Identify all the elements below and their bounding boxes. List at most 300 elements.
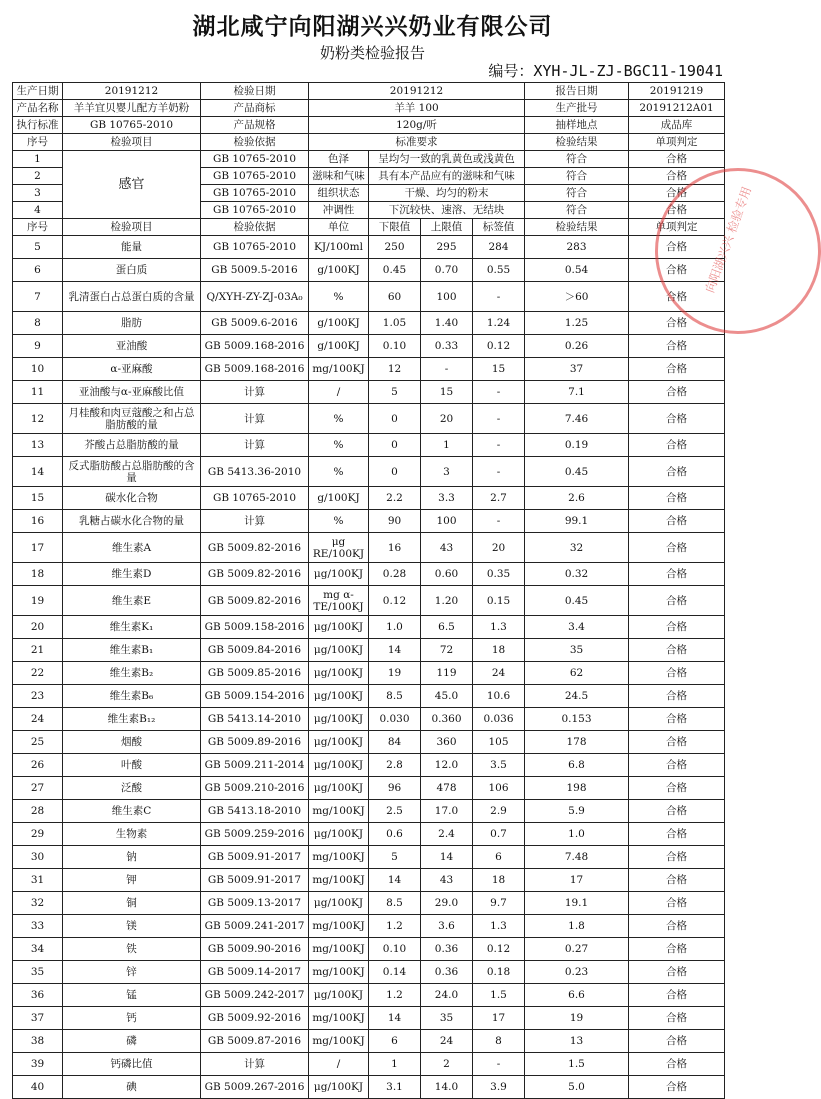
row-number: 38 xyxy=(13,1030,63,1053)
unit-cell: mg/100KJ xyxy=(309,1030,369,1053)
info-label: 报告日期 xyxy=(525,83,629,100)
lower-limit: 16 xyxy=(369,533,421,563)
lower-limit: 0 xyxy=(369,434,421,457)
lower-limit: 8.5 xyxy=(369,685,421,708)
label-value: 9.7 xyxy=(473,892,525,915)
table-row xyxy=(13,335,725,358)
upper-limit: 72 xyxy=(421,639,473,662)
unit-cell: % xyxy=(309,282,369,312)
item-name: 维生素C xyxy=(63,800,201,823)
row-number: 28 xyxy=(13,800,63,823)
method-cell: GB 5009.211-2014 xyxy=(201,754,309,777)
upper-limit: 0.36 xyxy=(421,961,473,984)
lower-limit: 3.1 xyxy=(369,1076,421,1099)
upper-limit: 0.70 xyxy=(421,259,473,282)
item-name: 钠 xyxy=(63,846,201,869)
requirement-cell: 呈均匀一致的乳黄色或浅黄色 xyxy=(369,151,525,168)
column-header: 检验项目 xyxy=(63,219,201,236)
method-cell: GB 5009.259-2016 xyxy=(201,823,309,846)
upper-limit: 0.360 xyxy=(421,708,473,731)
column-header: 标签值 xyxy=(473,219,525,236)
verdict-cell: 合格 xyxy=(629,151,725,168)
method-cell: GB 5009.84-2016 xyxy=(201,639,309,662)
sensory-item: 滋味和气味 xyxy=(309,168,369,185)
unit-cell: μg/100KJ xyxy=(309,685,369,708)
verdict-cell: 合格 xyxy=(629,984,725,1007)
lower-limit: 90 xyxy=(369,510,421,533)
item-name: 泛酸 xyxy=(63,777,201,800)
info-value: GB 10765-2010 xyxy=(63,117,201,134)
result-cell: 0.32 xyxy=(525,563,629,586)
row-number: 9 xyxy=(13,335,63,358)
row-number: 29 xyxy=(13,823,63,846)
unit-cell: mg/100KJ xyxy=(309,800,369,823)
lower-limit: 1.2 xyxy=(369,915,421,938)
verdict-cell: 合格 xyxy=(629,510,725,533)
row-number: 6 xyxy=(13,259,63,282)
label-value: - xyxy=(473,381,525,404)
method-cell: GB 5009.154-2016 xyxy=(201,685,309,708)
row-number: 13 xyxy=(13,434,63,457)
table-row xyxy=(13,961,725,984)
item-name: 铜 xyxy=(63,892,201,915)
upper-limit: 3.6 xyxy=(421,915,473,938)
item-name: 乳清蛋白占总蛋白质的含量 xyxy=(63,282,201,312)
table-row xyxy=(13,259,725,282)
result-cell: 19.1 xyxy=(525,892,629,915)
requirement-cell: 具有本产品应有的滋味和气味 xyxy=(369,168,525,185)
verdict-cell: 合格 xyxy=(629,358,725,381)
row-number: 21 xyxy=(13,639,63,662)
upper-limit: 15 xyxy=(421,381,473,404)
item-name: 钙 xyxy=(63,1007,201,1030)
label-value: 0.036 xyxy=(473,708,525,731)
row-number: 37 xyxy=(13,1007,63,1030)
item-name: 锰 xyxy=(63,984,201,1007)
unit-cell: μg/100KJ xyxy=(309,616,369,639)
table-row xyxy=(13,487,725,510)
item-name: 烟酸 xyxy=(63,731,201,754)
label-value: - xyxy=(473,404,525,434)
row-number: 8 xyxy=(13,312,63,335)
method-cell: GB 5009.85-2016 xyxy=(201,662,309,685)
unit-cell: μg/100KJ xyxy=(309,984,369,1007)
result-cell: 7.48 xyxy=(525,846,629,869)
item-name: 芥酸占总脂肪酸的量 xyxy=(63,434,201,457)
row-number: 19 xyxy=(13,586,63,616)
unit-cell: / xyxy=(309,1053,369,1076)
lower-limit: 1.2 xyxy=(369,984,421,1007)
row-number: 22 xyxy=(13,662,63,685)
item-name: 镁 xyxy=(63,915,201,938)
info-value: 120g/听 xyxy=(309,117,525,134)
sensory-group-label: 感官 xyxy=(63,151,201,219)
method-cell: GB 5009.90-2016 xyxy=(201,938,309,961)
item-name: 生物素 xyxy=(63,823,201,846)
verdict-cell: 合格 xyxy=(629,434,725,457)
lower-limit: 96 xyxy=(369,777,421,800)
item-name: 维生素B₂ xyxy=(63,662,201,685)
verdict-cell: 合格 xyxy=(629,457,725,487)
result-cell: 0.45 xyxy=(525,457,629,487)
item-name: 叶酸 xyxy=(63,754,201,777)
upper-limit: 35 xyxy=(421,1007,473,1030)
upper-limit: 100 xyxy=(421,282,473,312)
table-row xyxy=(13,404,725,434)
table-row xyxy=(13,662,725,685)
unit-cell: / xyxy=(309,381,369,404)
lower-limit: 0 xyxy=(369,457,421,487)
lower-limit: 5 xyxy=(369,846,421,869)
method-cell: GB 5413.36-2010 xyxy=(201,457,309,487)
method-cell: GB 10765-2010 xyxy=(201,487,309,510)
upper-limit: 6.5 xyxy=(421,616,473,639)
result-cell: 3.4 xyxy=(525,616,629,639)
row-number: 24 xyxy=(13,708,63,731)
table-row xyxy=(13,800,725,823)
info-label: 产品名称 xyxy=(13,100,63,117)
method-cell: GB 10765-2010 xyxy=(201,168,309,185)
label-value: 20 xyxy=(473,533,525,563)
info-value: 20191212A01 xyxy=(629,100,725,117)
method-cell: GB 5009.82-2016 xyxy=(201,586,309,616)
unit-cell: mg/100KJ xyxy=(309,915,369,938)
unit-cell: g/100KJ xyxy=(309,487,369,510)
method-cell: GB 10765-2010 xyxy=(201,151,309,168)
result-cell: 0.26 xyxy=(525,335,629,358)
unit-cell: mg/100KJ xyxy=(309,938,369,961)
row-number: 27 xyxy=(13,777,63,800)
column-header: 单项判定 xyxy=(629,134,725,151)
verdict-cell: 合格 xyxy=(629,404,725,434)
row-number: 11 xyxy=(13,381,63,404)
result-cell: 符合 xyxy=(525,168,629,185)
method-cell: GB 5009.82-2016 xyxy=(201,563,309,586)
result-cell: 37 xyxy=(525,358,629,381)
table-row xyxy=(13,892,725,915)
row-number: 7 xyxy=(13,282,63,312)
result-cell: 198 xyxy=(525,777,629,800)
lower-limit: 1.0 xyxy=(369,616,421,639)
sensory-item: 色泽 xyxy=(309,151,369,168)
upper-limit: 295 xyxy=(421,236,473,259)
table-row xyxy=(13,83,725,100)
lower-limit: 0.12 xyxy=(369,586,421,616)
item-name: 月桂酸和肉豆蔻酸之和占总脂肪酸的量 xyxy=(63,404,201,434)
item-name: 蛋白质 xyxy=(63,259,201,282)
table-row xyxy=(13,869,725,892)
label-value: - xyxy=(473,457,525,487)
upper-limit: 2.4 xyxy=(421,823,473,846)
label-value: 2.9 xyxy=(473,800,525,823)
result-cell: 7.1 xyxy=(525,381,629,404)
lower-limit: 0 xyxy=(369,404,421,434)
verdict-cell: 合格 xyxy=(629,259,725,282)
lower-limit: 19 xyxy=(369,662,421,685)
unit-cell: μg/100KJ xyxy=(309,639,369,662)
unit-cell: g/100KJ xyxy=(309,312,369,335)
info-value: 成品库 xyxy=(629,117,725,134)
row-number: 36 xyxy=(13,984,63,1007)
row-number: 26 xyxy=(13,754,63,777)
method-cell: GB 5009.242-2017 xyxy=(201,984,309,1007)
table-row xyxy=(13,1007,725,1030)
upper-limit: - xyxy=(421,358,473,381)
method-cell: GB 5009.6-2016 xyxy=(201,312,309,335)
label-value: 1.3 xyxy=(473,915,525,938)
table-row xyxy=(13,434,725,457)
row-number: 40 xyxy=(13,1076,63,1099)
label-value: 105 xyxy=(473,731,525,754)
result-cell: 283 xyxy=(525,236,629,259)
item-name: 维生素D xyxy=(63,563,201,586)
upper-limit: 1.20 xyxy=(421,586,473,616)
verdict-cell: 合格 xyxy=(629,487,725,510)
verdict-cell: 合格 xyxy=(629,777,725,800)
result-cell: 1.8 xyxy=(525,915,629,938)
verdict-cell: 合格 xyxy=(629,335,725,358)
label-value: 18 xyxy=(473,869,525,892)
table-row xyxy=(13,1030,725,1053)
row-number: 30 xyxy=(13,846,63,869)
item-name: 锌 xyxy=(63,961,201,984)
table-row xyxy=(13,282,725,312)
lower-limit: 0.10 xyxy=(369,938,421,961)
label-value: 3.5 xyxy=(473,754,525,777)
verdict-cell: 合格 xyxy=(629,185,725,202)
table-row xyxy=(13,846,725,869)
method-cell: GB 5009.241-2017 xyxy=(201,915,309,938)
lower-limit: 14 xyxy=(369,1007,421,1030)
column-header: 下限值 xyxy=(369,219,421,236)
result-cell: 0.153 xyxy=(525,708,629,731)
upper-limit: 1.40 xyxy=(421,312,473,335)
upper-limit: 119 xyxy=(421,662,473,685)
column-header: 序号 xyxy=(13,219,63,236)
result-cell: 符合 xyxy=(525,202,629,219)
table-row xyxy=(13,938,725,961)
unit-cell: % xyxy=(309,510,369,533)
method-cell: GB 5413.14-2010 xyxy=(201,708,309,731)
method-cell: GB 5009.91-2017 xyxy=(201,846,309,869)
upper-limit: 24 xyxy=(421,1030,473,1053)
seal-text: 向阳湖兴兴 检验专用 xyxy=(702,184,755,295)
table-row xyxy=(13,685,725,708)
verdict-cell: 合格 xyxy=(629,1007,725,1030)
upper-limit: 0.33 xyxy=(421,335,473,358)
upper-limit: 0.36 xyxy=(421,938,473,961)
table-row xyxy=(13,510,725,533)
row-number: 16 xyxy=(13,510,63,533)
item-name: 维生素B₁₂ xyxy=(63,708,201,731)
label-value: 0.35 xyxy=(473,563,525,586)
unit-cell: mg/100KJ xyxy=(309,358,369,381)
method-cell: GB 5009.87-2016 xyxy=(201,1030,309,1053)
label-value: 0.15 xyxy=(473,586,525,616)
table-row xyxy=(13,134,725,151)
report-title: 湖北咸宁向阳湖兴兴奶业有限公司 xyxy=(192,14,553,40)
verdict-cell: 合格 xyxy=(629,168,725,185)
unit-cell: mg/100KJ xyxy=(309,1007,369,1030)
item-name: 维生素K₁ xyxy=(63,616,201,639)
row-number: 4 xyxy=(13,202,63,219)
table-row xyxy=(13,219,725,236)
row-number: 33 xyxy=(13,915,63,938)
info-value: 20191212 xyxy=(309,83,525,100)
table-row xyxy=(13,312,725,335)
upper-limit: 12.0 xyxy=(421,754,473,777)
result-cell: 1.0 xyxy=(525,823,629,846)
unit-cell: μg/100KJ xyxy=(309,754,369,777)
label-value: 0.55 xyxy=(473,259,525,282)
result-cell: 0.54 xyxy=(525,259,629,282)
sensory-item: 冲调性 xyxy=(309,202,369,219)
label-value: 24 xyxy=(473,662,525,685)
row-number: 1 xyxy=(13,151,63,168)
row-number: 18 xyxy=(13,563,63,586)
result-cell: 99.1 xyxy=(525,510,629,533)
column-header: 检验结果 xyxy=(525,219,629,236)
requirement-cell: 下沉较快、速溶、无结块 xyxy=(369,202,525,219)
verdict-cell: 合格 xyxy=(629,533,725,563)
table-row xyxy=(13,708,725,731)
label-value: 106 xyxy=(473,777,525,800)
unit-cell: mg/100KJ xyxy=(309,846,369,869)
method-cell: GB 5009.92-2016 xyxy=(201,1007,309,1030)
label-value: 2.7 xyxy=(473,487,525,510)
column-header: 单项判定 xyxy=(629,219,725,236)
label-value: 0.7 xyxy=(473,823,525,846)
result-cell: 62 xyxy=(525,662,629,685)
unit-cell: μg RE/100KJ xyxy=(309,533,369,563)
result-cell: 19 xyxy=(525,1007,629,1030)
verdict-cell: 合格 xyxy=(629,236,725,259)
lower-limit: 250 xyxy=(369,236,421,259)
label-value: - xyxy=(473,510,525,533)
row-number: 23 xyxy=(13,685,63,708)
method-cell: GB 5009.82-2016 xyxy=(201,533,309,563)
row-number: 14 xyxy=(13,457,63,487)
lower-limit: 0.28 xyxy=(369,563,421,586)
verdict-cell: 合格 xyxy=(629,202,725,219)
result-cell: 24.5 xyxy=(525,685,629,708)
result-cell: 1.5 xyxy=(525,1053,629,1076)
lower-limit: 8.5 xyxy=(369,892,421,915)
column-header: 序号 xyxy=(13,134,63,151)
label-value: 1.5 xyxy=(473,984,525,1007)
result-cell: 13 xyxy=(525,1030,629,1053)
info-label: 产品规格 xyxy=(201,117,309,134)
verdict-cell: 合格 xyxy=(629,1076,725,1099)
result-cell: 17 xyxy=(525,869,629,892)
column-header: 检验项目 xyxy=(63,134,201,151)
verdict-cell: 合格 xyxy=(629,586,725,616)
unit-cell: % xyxy=(309,434,369,457)
item-name: 维生素E xyxy=(63,586,201,616)
requirement-cell: 干燥、均匀的粉末 xyxy=(369,185,525,202)
unit-cell: μg/100KJ xyxy=(309,563,369,586)
lower-limit: 14 xyxy=(369,639,421,662)
row-number: 20 xyxy=(13,616,63,639)
verdict-cell: 合格 xyxy=(629,312,725,335)
info-label: 检验日期 xyxy=(201,83,309,100)
verdict-cell: 合格 xyxy=(629,639,725,662)
label-value: 8 xyxy=(473,1030,525,1053)
label-value: 1.3 xyxy=(473,616,525,639)
label-value: 10.6 xyxy=(473,685,525,708)
table-row xyxy=(13,100,725,117)
method-cell: 计算 xyxy=(201,404,309,434)
verdict-cell: 合格 xyxy=(629,800,725,823)
item-name: 钙磷比值 xyxy=(63,1053,201,1076)
method-cell: 计算 xyxy=(201,381,309,404)
lower-limit: 84 xyxy=(369,731,421,754)
info-value: 20191212 xyxy=(63,83,201,100)
verdict-cell: 合格 xyxy=(629,381,725,404)
table-row xyxy=(13,563,725,586)
verdict-cell: 合格 xyxy=(629,938,725,961)
item-name: 铁 xyxy=(63,938,201,961)
label-value: 6 xyxy=(473,846,525,869)
verdict-cell: 合格 xyxy=(629,823,725,846)
method-cell: GB 5009.168-2016 xyxy=(201,358,309,381)
unit-cell: KJ/100ml xyxy=(309,236,369,259)
info-label: 执行标准 xyxy=(13,117,63,134)
upper-limit: 1 xyxy=(421,434,473,457)
verdict-cell: 合格 xyxy=(629,754,725,777)
method-cell: GB 5009.91-2017 xyxy=(201,869,309,892)
unit-cell: μg/100KJ xyxy=(309,777,369,800)
method-cell: GB 5009.89-2016 xyxy=(201,731,309,754)
inspection-table xyxy=(12,82,725,1099)
unit-cell: % xyxy=(309,404,369,434)
info-value: 羊羊宜贝婴儿配方羊奶粉 xyxy=(63,100,201,117)
unit-cell: μg/100KJ xyxy=(309,708,369,731)
item-name: α-亚麻酸 xyxy=(63,358,201,381)
item-name: 脂肪 xyxy=(63,312,201,335)
info-label: 产品商标 xyxy=(201,100,309,117)
method-cell: GB 5009.5-2016 xyxy=(201,259,309,282)
verdict-cell: 合格 xyxy=(629,892,725,915)
result-cell: 5.0 xyxy=(525,1076,629,1099)
item-name: 亚油酸 xyxy=(63,335,201,358)
label-value: 18 xyxy=(473,639,525,662)
unit-cell: mg/100KJ xyxy=(309,869,369,892)
result-cell: 0.19 xyxy=(525,434,629,457)
label-value: 1.24 xyxy=(473,312,525,335)
verdict-cell: 合格 xyxy=(629,731,725,754)
upper-limit: 0.60 xyxy=(421,563,473,586)
upper-limit: 17.0 xyxy=(421,800,473,823)
lower-limit: 0.030 xyxy=(369,708,421,731)
unit-cell: mg/100KJ xyxy=(309,961,369,984)
info-label: 生产批号 xyxy=(525,100,629,117)
row-number: 25 xyxy=(13,731,63,754)
lower-limit: 60 xyxy=(369,282,421,312)
result-cell: 5.9 xyxy=(525,800,629,823)
table-body xyxy=(13,83,725,1099)
info-value: 20191219 xyxy=(629,83,725,100)
lower-limit: 6 xyxy=(369,1030,421,1053)
verdict-cell: 合格 xyxy=(629,662,725,685)
column-header: 标准要求 xyxy=(309,134,525,151)
method-cell: GB 5009.210-2016 xyxy=(201,777,309,800)
row-number: 12 xyxy=(13,404,63,434)
verdict-cell: 合格 xyxy=(629,1053,725,1076)
verdict-cell: 合格 xyxy=(629,961,725,984)
lower-limit: 2.8 xyxy=(369,754,421,777)
result-cell: 178 xyxy=(525,731,629,754)
